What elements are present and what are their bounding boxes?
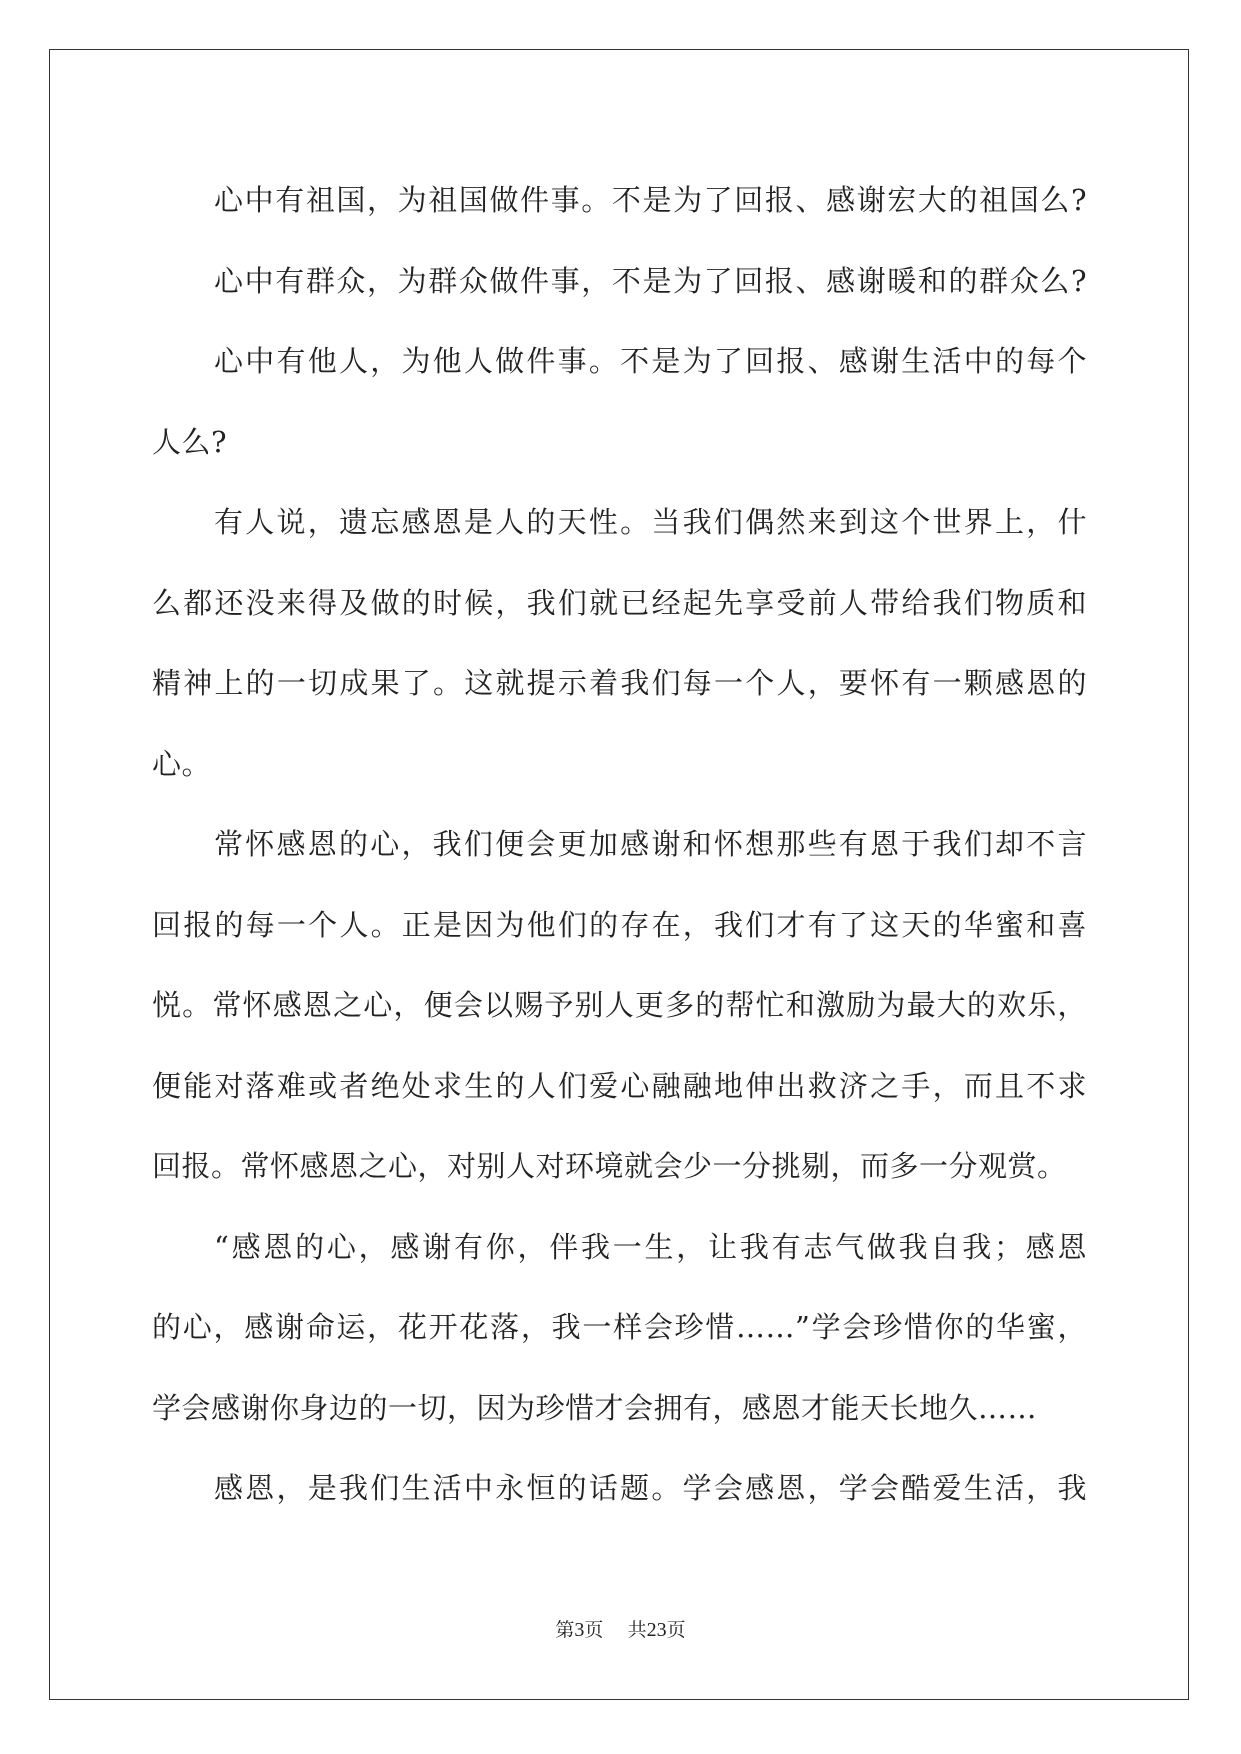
footer-prefix: 第 (555, 1619, 575, 1641)
text-line: 心中有群众，为群众做件事，不是为了回报、感谢暖和的群众么? (214, 263, 1087, 298)
text-line: 常怀感恩的心，我们便会更加感谢和怀想那些有恩于我们却不言 (214, 827, 1087, 861)
text-line: 便能对落难或者绝处求生的人们爱心融融地伸出救济之手，而且不求 (152, 1068, 1087, 1103)
text-line: 的心，感谢命运，花开花落，我一样会珍惜……”学会珍惜你的华蜜， (152, 1310, 1087, 1344)
text-line: 回报的每一个人。正是因为他们的存在，我们才有了这天的华蜜和喜 (152, 907, 1087, 942)
document-body (152, 160, 1087, 1529)
page-number: 3 (574, 1619, 585, 1641)
text-line: 么都还没来得及做的时候，我们就已经起先享受前人带给我们物质和 (152, 585, 1087, 620)
text-line: 悦。常怀感恩之心，便会以赐予别人更多的帮忙和激励为最大的欢乐， (152, 988, 1087, 1022)
text-line: 回报。常怀感恩之心，对别人对环境就会少一分挑剔，而多一分观赏。 (152, 1149, 1067, 1183)
text-line: 心中有祖国，为祖国做件事。不是为了回报、感谢宏大的祖国么? (214, 183, 1087, 217)
text-line: 人么? (152, 424, 228, 459)
text-line: 精神上的一切成果了。这就提示着我们每一个人，要怀有一颗感恩的 (152, 666, 1087, 700)
page-footer (0, 1615, 1241, 1642)
text-line: 学会感谢你身边的一切，因为珍惜才会拥有，感恩才能天长地久…… (152, 1390, 1038, 1425)
text-line: 感恩，是我们生活中永恒的话题。学会感恩，学会酷爱生活，我 (214, 1471, 1087, 1505)
text-line: “感恩的心，感谢有你，伴我一生，让我有志气做我自我；感恩 (214, 1229, 1087, 1264)
footer-total-suffix: 页 (666, 1619, 686, 1641)
text-line: 心。 (152, 746, 212, 781)
text-line: 心中有他人，为他人做件事。不是为了回报、感谢生活中的每个 (214, 344, 1087, 378)
footer-page-suffix: 页 (584, 1619, 604, 1641)
total-pages: 23 (646, 1619, 667, 1641)
footer-total-prefix: 共 (627, 1619, 647, 1641)
text-line: 有人说，遗忘感恩是人的天性。当我们偶然来到这个世界上，什 (214, 505, 1087, 539)
